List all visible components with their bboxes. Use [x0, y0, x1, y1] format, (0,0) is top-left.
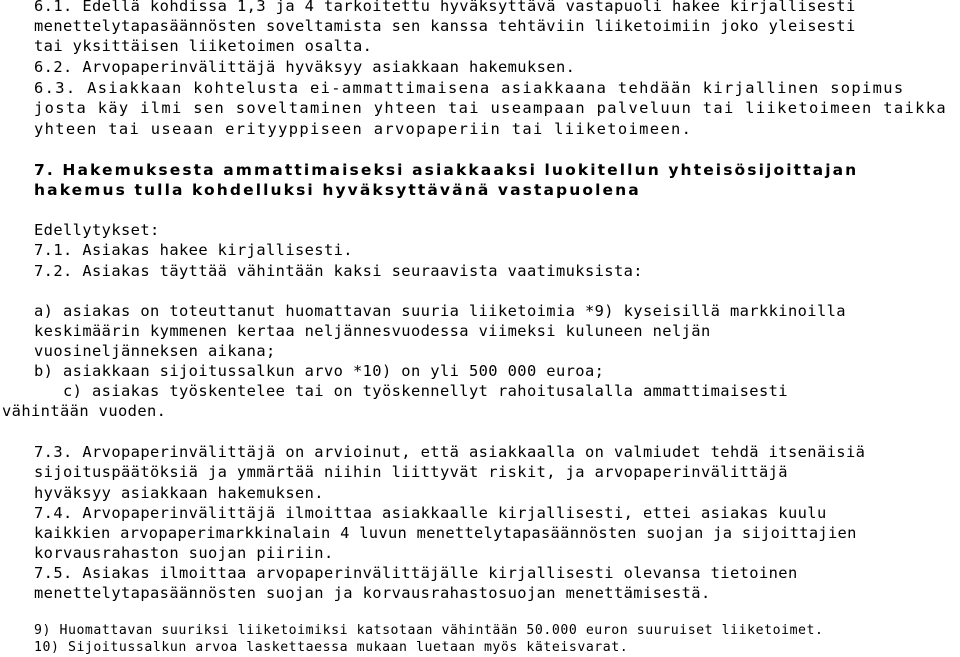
footnote-9: 9) Huomattavan suuriksi liiketoimiksi katsotaan vähintään 50.000 euron suuruiset liiketoimet.	[34, 623, 824, 638]
section-7-heading-line-2: hakemus tulla kohdelluksi hyväksyttävänä vastapuolena	[34, 181, 641, 199]
paragraph-7-3-line-3: hyväksyy asiakkaan hakemuksen.	[34, 484, 324, 502]
paragraph-7-1: 7.1. Asiakas hakee kirjallisesti.	[34, 241, 353, 259]
requirement-a-line-3: vuosineljänneksen aikana;	[34, 342, 276, 360]
conditions-label: Edellytykset:	[34, 221, 160, 239]
requirement-c-line-2: vähintään vuoden.	[2, 402, 167, 420]
section-7-heading-line-1: 7. Hakemuksesta ammattimaiseksi asiakkaaksi luokitellun yhteisösijoittajan	[34, 161, 859, 179]
paragraph-7-5-line-1: 7.5. Asiakas ilmoittaa arvopaperinvälittäjälle kirjallisesti olevansa tietoinen	[34, 564, 798, 582]
paragraph-7-3-line-2: sijoituspäätöksiä ja ymmärtää niihin liittyvät riskit, ja arvopaperinvälittäjä	[34, 463, 788, 481]
paragraph-6-2: 6.2. Arvopaperinvälittäjä hyväksyy asiakkaan hakemuksen.	[34, 58, 576, 76]
requirement-a-line-1: a) asiakas on toteuttanut huomattavan suuria liiketoimia *9) kyseisillä markkinoilla	[34, 302, 846, 320]
paragraph-6-1-line-2: menettelytapasäännösten soveltamista sen kanssa tehtäviin liiketoimiin joko yleisesti	[34, 17, 856, 35]
paragraph-6-3-line-2: josta käy ilmi sen soveltaminen yhteen tai useampaan palveluun tai liiketoimeen taikka	[34, 99, 947, 117]
paragraph-7-4-line-3: korvausrahaston suojan piiriin.	[34, 544, 334, 562]
requirement-b: b) asiakkaan sijoitussalkun arvo *10) on yli 500 000 euroa;	[34, 362, 605, 380]
requirement-a-line-2: keskimäärin kymmenen kertaa neljännesvuodessa viimeksi kuluneen neljän	[34, 322, 711, 340]
paragraph-7-2: 7.2. Asiakas täyttää vähintään kaksi seuraavista vaatimuksista:	[34, 262, 643, 280]
paragraph-6-1-line-1: 6.1. Edellä kohdissa 1,3 ja 4 tarkoitettu hyväksyttävä vastapuoli hakee kirjallisesti	[34, 0, 856, 15]
requirement-c-line-1: c) asiakas työskentelee tai on työskennellyt rahoitusalalla ammattimaisesti	[34, 382, 788, 400]
paragraph-7-3-line-1: 7.3. Arvopaperinvälittäjä on arvioinut, että asiakkaalla on valmiudet tehdä itsenäisiä	[34, 443, 866, 461]
paragraph-6-3-line-3: yhteen tai useaan erityyppiseen arvopaperiin tai liiketoimeen.	[34, 120, 693, 138]
footnote-10: 10) Sijoitussalkun arvoa laskettaessa mukaan luetaan myös käteisvarat.	[34, 640, 629, 655]
paragraph-7-4-line-2: kaikkien arvopaperimarkkinalain 4 luvun menettelytapasäännösten suojan ja sijoittajien	[34, 524, 857, 542]
paragraph-6-3-line-1: 6.3. Asiakkaan kohtelusta ei-ammattimaisena asiakkaana tehdään kirjallinen sopimus	[34, 79, 905, 97]
paragraph-6-1-line-3: tai yksittäisen liiketoimen osalta.	[34, 37, 373, 55]
paragraph-7-4-line-1: 7.4. Arvopaperinvälittäjä ilmoittaa asiakkaalle kirjallisesti, ettei asiakas kuulu	[34, 504, 827, 522]
paragraph-7-5-line-2: menettelytapasäännösten suojan ja korvausrahastosuojan menettämisestä.	[34, 584, 711, 602]
